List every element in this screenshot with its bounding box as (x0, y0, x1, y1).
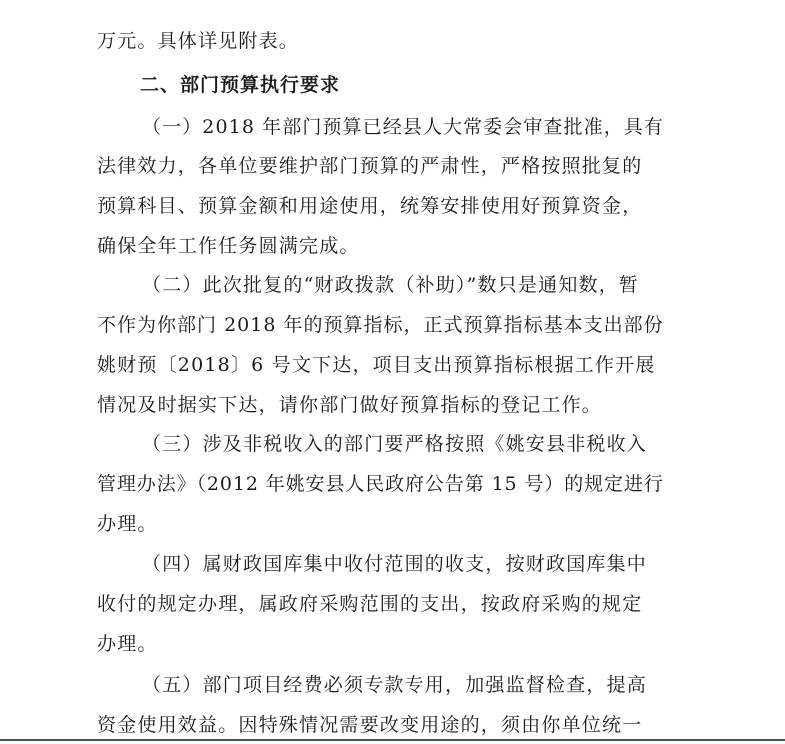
paragraph-2-line-1: （二）此次批复的“财政拨款（补助）”数只是通知数，暂 (142, 274, 640, 296)
text-line-1: 万元。具体详见附表。 (97, 30, 300, 52)
paragraph-3-line-1: （三）涉及非税收入的部门要严格按照《姚安县非税收入 (142, 433, 648, 455)
paragraph-3-line-3: 办理。 (97, 513, 158, 535)
paragraph-2-line-4: 情况及时据实下达，请你部门做好预算指标的登记工作。 (97, 394, 603, 416)
paragraph-1-line-4: 确保全年工作任务圆满完成。 (97, 235, 360, 257)
paragraph-2-line-2: 不作为你部门 2018 年的预算指标，正式预算指标基本支出部份 (97, 314, 664, 336)
section-heading: 二、部门预算执行要求 (140, 74, 341, 96)
paragraph-1-line-3: 预算科目、预算金额和用途使用，统筹安排使用好预算资金， (97, 195, 643, 217)
paragraph-5-line-2: 资金使用效益。因特殊情况需要改变用途的，须由你单位统一 (97, 714, 643, 736)
bottom-divider (0, 739, 785, 741)
paragraph-1-line-1: （一）2018 年部门预算已经县人大常委会审查批准，具有 (142, 116, 664, 138)
paragraph-4-line-3: 办理。 (97, 633, 158, 655)
paragraph-1-line-2: 法律效力，各单位要维护部门预算的严肃性，严格按照批复的 (97, 155, 643, 177)
paragraph-2-line-3: 姚财预〔2018〕6 号文下达，项目支出预算指标根据工作开展 (97, 354, 656, 376)
paragraph-3-line-2: 管理办法》（2012 年姚安县人民政府公告第 15 号）的规定进行 (97, 473, 664, 495)
paragraph-5-line-1: （五）部门项目经费必须专款专用，加强监督检查，提高 (142, 674, 648, 696)
paragraph-4-line-1: （四）属财政国库集中收付范围的收支，按财政国库集中 (142, 553, 648, 575)
paragraph-4-line-2: 收付的规定办理，属政府采购范围的支出，按政府采购的规定 (97, 593, 643, 615)
